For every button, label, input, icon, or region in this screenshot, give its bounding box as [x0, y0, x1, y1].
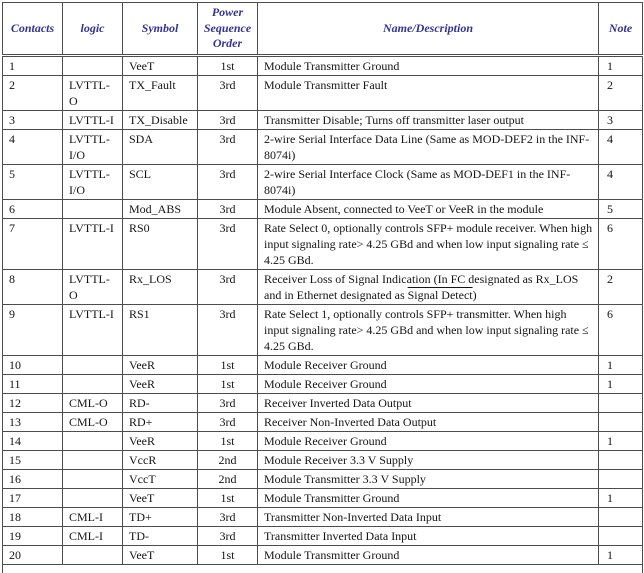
cell-contact: 13	[3, 412, 63, 431]
cell-contact: 5	[3, 164, 63, 199]
cell-symbol: VeeT	[123, 545, 198, 564]
cell-logic: CML-I	[63, 507, 123, 526]
cell-note: 1	[599, 488, 643, 507]
cell-contact: 17	[3, 488, 63, 507]
cell-power-sequence-order: 1st	[198, 545, 258, 564]
cell-description: Rate Select 0, optionally controls SFP+ module receiver. When high input signaling rate> 4.25 GBd and when low input signaling rate ≤ 4.25 GBd.	[258, 218, 599, 269]
cell-logic: CML-I	[63, 526, 123, 545]
cell-logic: LVTTL-I	[63, 110, 123, 129]
table-row	[3, 374, 643, 393]
cell-power-sequence-order: 1st	[198, 488, 258, 507]
cell-logic	[63, 431, 123, 450]
cell-power-sequence-order: 3rd	[198, 304, 258, 355]
cell-note: 2	[599, 269, 643, 304]
cell-symbol: RD+	[123, 412, 198, 431]
cell-description: Receiver Loss of Signal Indication (In FC designated as Rx_LOS and in Ethernet designated as Signal Detect)	[258, 269, 599, 304]
table-row	[3, 304, 643, 355]
cell-logic	[63, 469, 123, 488]
pin-function-table	[2, 2, 643, 573]
table-row	[3, 355, 643, 374]
cell-power-sequence-order: 3rd	[198, 199, 258, 218]
table-row	[3, 507, 643, 526]
cell-logic: LVTTL-I/O	[63, 129, 123, 164]
table-row	[3, 488, 643, 507]
cell-symbol: TX_Fault	[123, 75, 198, 110]
cell-contact: 8	[3, 269, 63, 304]
cell-description: Module Receiver Ground	[258, 431, 599, 450]
cell-power-sequence-order: 3rd	[198, 218, 258, 269]
cell-power-sequence-order: 1st	[198, 431, 258, 450]
cell-symbol: VccR	[123, 450, 198, 469]
cell-power-sequence-order: 1st	[198, 374, 258, 393]
table-row	[3, 75, 643, 110]
cell-note	[599, 526, 643, 545]
table-row	[3, 526, 643, 545]
cell-logic: CML-O	[63, 412, 123, 431]
header-logic: logic	[63, 3, 123, 56]
partial-cutoff-row	[3, 564, 643, 573]
cell-description: Module Receiver Ground	[258, 355, 599, 374]
cell-symbol: RS0	[123, 218, 198, 269]
cell-symbol: VeeT	[123, 55, 198, 75]
cell-note: 1	[599, 545, 643, 564]
table-row	[3, 269, 643, 304]
cell-contact: 6	[3, 199, 63, 218]
cell-note: 5	[599, 199, 643, 218]
table-row	[3, 412, 643, 431]
cell-power-sequence-order: 3rd	[198, 526, 258, 545]
table-row	[3, 469, 643, 488]
cell-description: Module Transmitter Fault	[258, 75, 599, 110]
table-body	[3, 55, 643, 573]
cell-note: 1	[599, 55, 643, 75]
cell-description: Rate Select 1, optionally controls SFP+ transmitter. When high input signaling rate> 4.25 GBd and when low input signaling rate ≤ 4.25 GBd.	[258, 304, 599, 355]
table-row	[3, 110, 643, 129]
cell-description: Module Transmitter Ground	[258, 545, 599, 564]
cell-power-sequence-order: 3rd	[198, 110, 258, 129]
cell-symbol: Rx_LOS	[123, 269, 198, 304]
cell-description: Module Receiver Ground	[258, 374, 599, 393]
cell-logic	[63, 374, 123, 393]
cell-contact: 15	[3, 450, 63, 469]
cell-contact: 2	[3, 75, 63, 110]
cell-power-sequence-order: 3rd	[198, 164, 258, 199]
cell-symbol: VccT	[123, 469, 198, 488]
table-row	[3, 393, 643, 412]
table-row	[3, 450, 643, 469]
cell-contact: 18	[3, 507, 63, 526]
table-row	[3, 55, 643, 75]
cell-power-sequence-order: 2nd	[198, 469, 258, 488]
cell-symbol: RD-	[123, 393, 198, 412]
cell-power-sequence-order: 3rd	[198, 507, 258, 526]
cell-note: 6	[599, 304, 643, 355]
header-note: Note	[599, 3, 643, 56]
table-header	[3, 3, 643, 56]
header-name-description: Name/Description	[258, 3, 599, 56]
cell-description: Module Receiver 3.3 V Supply	[258, 450, 599, 469]
cell-symbol: VeeR	[123, 355, 198, 374]
cell-symbol: TX_Disable	[123, 110, 198, 129]
header-symbol: Symbol	[123, 3, 198, 56]
cell-logic: LVTTL-I	[63, 218, 123, 269]
cell-description: Transmitter Disable; Turns off transmitter laser output	[258, 110, 599, 129]
header-row	[3, 3, 643, 56]
cell-symbol: TD+	[123, 507, 198, 526]
cell-note: 3	[599, 110, 643, 129]
cell-description: Transmitter Non-Inverted Data Input	[258, 507, 599, 526]
cell-note	[599, 412, 643, 431]
cell-contact: 16	[3, 469, 63, 488]
cell-description: Module Transmitter Ground	[258, 55, 599, 75]
header-power-sequence-order: Power Sequence Order	[198, 3, 258, 56]
table-row	[3, 199, 643, 218]
cell-note	[599, 393, 643, 412]
cell-contact: 11	[3, 374, 63, 393]
cell-contact: 12	[3, 393, 63, 412]
table-row	[3, 164, 643, 199]
table-row	[3, 545, 643, 564]
cell-note: 4	[599, 164, 643, 199]
cell-symbol: RS1	[123, 304, 198, 355]
cell-symbol: TD-	[123, 526, 198, 545]
cell-logic: LVTTL-O	[63, 75, 123, 110]
cell-note: 1	[599, 355, 643, 374]
cell-logic	[63, 450, 123, 469]
cell-contact: 1	[3, 55, 63, 75]
cell-note	[599, 450, 643, 469]
cell-description: Receiver Inverted Data Output	[258, 393, 599, 412]
cell-contact: 3	[3, 110, 63, 129]
cell-logic	[63, 488, 123, 507]
cell-symbol: Mod_ABS	[123, 199, 198, 218]
cell-note	[599, 469, 643, 488]
cell-symbol: VeeT	[123, 488, 198, 507]
cell-description: Receiver Non-Inverted Data Output	[258, 412, 599, 431]
cell-contact: 20	[3, 545, 63, 564]
cell-contact: 19	[3, 526, 63, 545]
cell-contact: 7	[3, 218, 63, 269]
cell-note: 1	[599, 431, 643, 450]
cell-symbol: VeeR	[123, 374, 198, 393]
cell-symbol: SDA	[123, 129, 198, 164]
cell-power-sequence-order: 3rd	[198, 269, 258, 304]
cell-symbol: VeeR	[123, 431, 198, 450]
cell-logic: LVTTL-O	[63, 269, 123, 304]
table-row	[3, 218, 643, 269]
cell-contact: 9	[3, 304, 63, 355]
cell-note: 2	[599, 75, 643, 110]
cell-power-sequence-order: 3rd	[198, 393, 258, 412]
cell-description: 2-wire Serial Interface Clock (Same as MOD-DEF1 in the INF-8074i)	[258, 164, 599, 199]
cell-power-sequence-order: 3rd	[198, 412, 258, 431]
cell-logic	[63, 545, 123, 564]
cell-power-sequence-order: 2nd	[198, 450, 258, 469]
cell-contact: 14	[3, 431, 63, 450]
cell-description: Module Absent, connected to VeeT or VeeR in the module	[258, 199, 599, 218]
cell-logic	[63, 355, 123, 374]
cell-description: Module Transmitter Ground	[258, 488, 599, 507]
table-row	[3, 129, 643, 164]
cell-power-sequence-order: 1st	[198, 55, 258, 75]
cell-contact: 4	[3, 129, 63, 164]
header-contacts: Contacts	[3, 3, 63, 56]
cell-note: 1	[599, 374, 643, 393]
cell-power-sequence-order: 3rd	[198, 129, 258, 164]
cell-description: 2-wire Serial Interface Data Line (Same as MOD-DEF2 in the INF-8074i)	[258, 129, 599, 164]
cell-power-sequence-order: 3rd	[198, 75, 258, 110]
cell-note: 6	[599, 218, 643, 269]
cell-note	[599, 507, 643, 526]
cell-note: 4	[599, 129, 643, 164]
cell-power-sequence-order: 1st	[198, 355, 258, 374]
cell-logic: LVTTL-I	[63, 304, 123, 355]
cell-description: Module Transmitter 3.3 V Supply	[258, 469, 599, 488]
cell-logic: LVTTL-I/O	[63, 164, 123, 199]
table-row	[3, 431, 643, 450]
cell-contact: 10	[3, 355, 63, 374]
cell-description: Transmitter Inverted Data Input	[258, 526, 599, 545]
cell-logic	[63, 199, 123, 218]
cell-logic	[63, 55, 123, 75]
cell-symbol: SCL	[123, 164, 198, 199]
cell-logic: CML-O	[63, 393, 123, 412]
